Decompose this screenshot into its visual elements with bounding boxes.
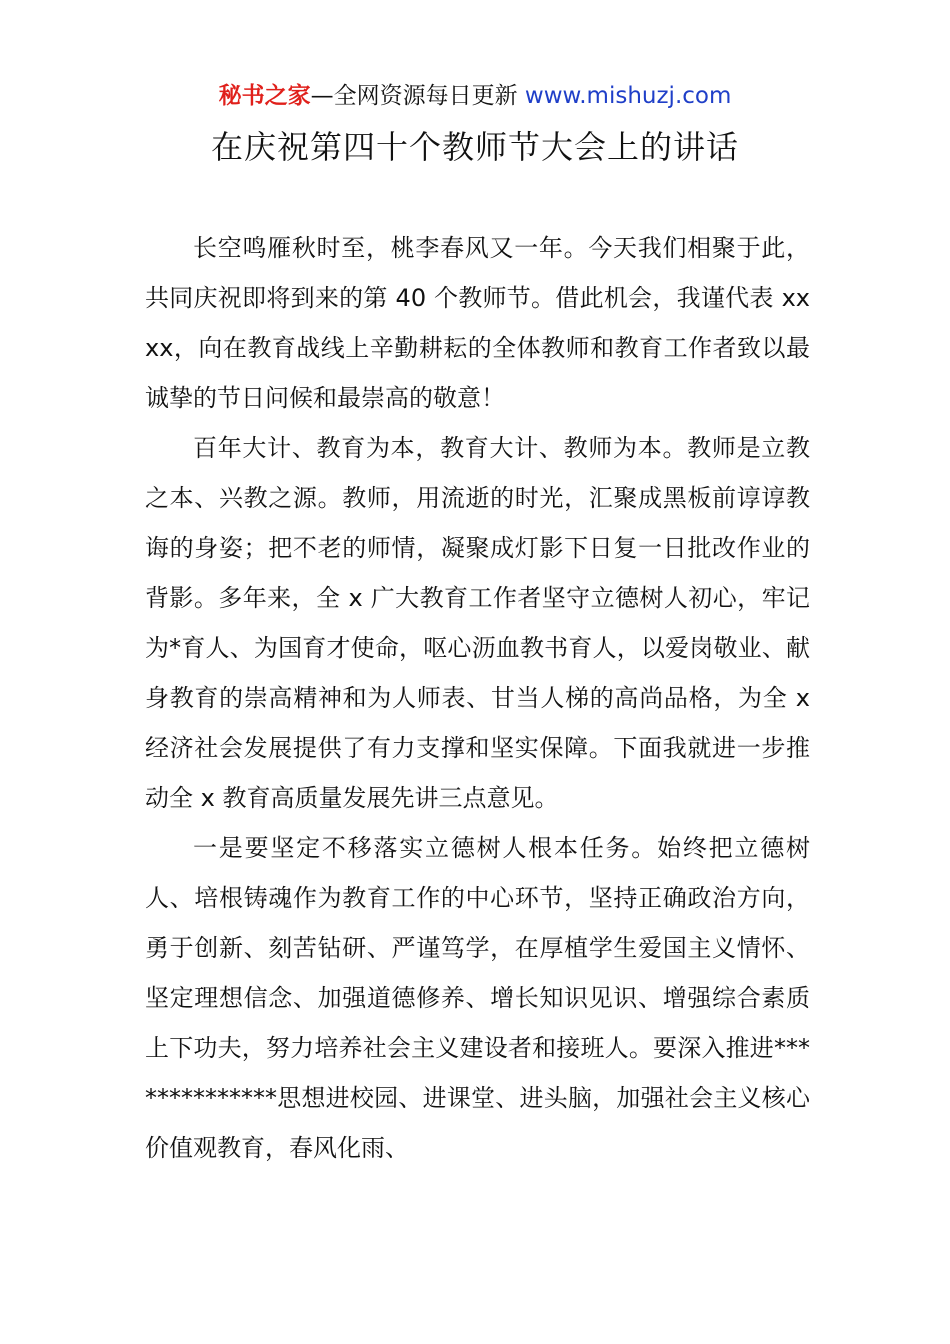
site-header	[0, 80, 950, 112]
paragraph-point-one: 一是要坚定不移落实立德树人根本任务。始终把立德树人、培根铸魂作为教育工作的中心环节，坚持正确政治方向，勇于创新、刻苦钻研、严谨笃学，在厚植学生爱国主义情怀、坚定理想信念、加强道德修养、增长知识见识、增强综合素质上下功夫，努力培养社会主义建设者和接班人。要深入推进**************思想进校园、进课堂、进头脑，加强社会主义核心价值观教育，春风化雨、	[145, 834, 810, 1162]
document-title: 在庆祝第四十个教师节大会上的讲话	[210, 128, 739, 166]
paragraph-opening: 长空鸣雁秋时至，桃李春风又一年。今天我们相聚于此，共同庆祝即将到来的第 40 个教师节。借此机会，我谨代表 xxxx，向在教育战线上辛勤耕耘的全体教师和教育工作者致以最诚挚的节日问候和最崇高的敬意！	[145, 234, 810, 412]
site-url-link[interactable]: www.mishuzj.com	[524, 83, 732, 109]
site-brand: 秘书之家	[218, 83, 311, 109]
document-body	[145, 223, 810, 1173]
paragraph-teachers-role: 百年大计、教育为本，教育大计、教师为本。教师是立教之本、兴教之源。教师，用流逝的时光，汇聚成黑板前谆谆教诲的身姿；把不老的师情，凝聚成灯影下日复一日批改作业的背影。多年来，全 x 广大教育工作者坚守立德树人初心，牢记为*育人、为国育才使命，呕心沥血教书育人，以爱岗敬业、献身教育的崇高精神和为人师表、甘当人梯的高尚品格，为全 x 经济社会发展提供了有力支撑和坚实保障。下面我就进一步推动全 x 教育高质量发展先讲三点意见。	[145, 434, 810, 812]
site-slogan: —全网资源每日更新	[310, 83, 525, 109]
